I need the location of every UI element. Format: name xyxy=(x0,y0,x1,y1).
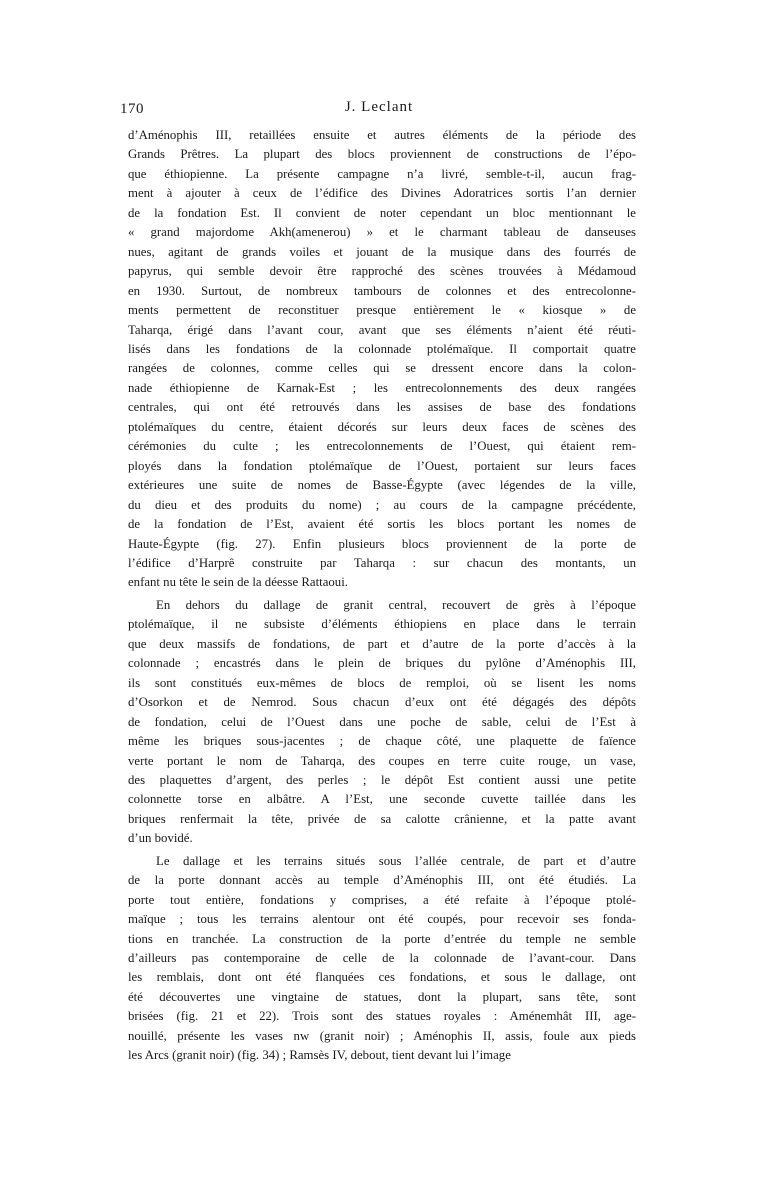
text-line: nouillé, présente les vases nw (granit noir) ; Aménophis II, assis, foule aux pieds xyxy=(128,1028,636,1043)
text-line: « grand majordome Akh(amenerou) » et le charmant tableau de danseuses xyxy=(128,225,636,240)
paragraph xyxy=(128,126,636,593)
text-line: les remblais, dont ont été flanquées ces fondations, et sous le dallage, ont xyxy=(128,970,636,985)
text-line: maïque ; tous les terrains alentour ont été coupés, pour recevoir ses fonda- xyxy=(128,912,636,927)
text-line: En dehors du dallage de granit central, recouvert de grès à l’époque xyxy=(156,597,636,612)
text-line: Grands Prêtres. La plupart des blocs proviennent de constructions de l’épo- xyxy=(128,147,636,162)
text-line: extérieures une suite de nomes de Basse-Égypte (avec légendes de la ville, xyxy=(128,478,636,493)
text-line: que éthiopienne. La présente campagne n’a livré, semble-t-il, aucun frag- xyxy=(128,166,636,181)
paragraph xyxy=(128,596,636,849)
text-line: ments permettent de reconstituer presque entièrement le « kiosque » de xyxy=(128,303,636,318)
text-line: verte portant le nom de Taharqa, des coupes en terre cuite rouge, un vase, xyxy=(128,753,636,768)
text-line: papyrus, qui semble devoir être rapproché des scènes trouvées à Médamoud xyxy=(128,264,636,279)
text-line: colonnette torse en albâtre. A l’Est, une seconde cuvette taillée dans les xyxy=(128,792,636,807)
text-line: briques renfermait la tête, privée de sa calotte crânienne, et la patte avant xyxy=(128,811,636,826)
text-line: centrales, qui ont été retrouvés dans les assises de base des fondations xyxy=(128,400,636,415)
text-line: colonnade ; encastrés dans le plein de briques du pylône d’Aménophis III, xyxy=(128,656,636,671)
text-line: ployés dans la fondation ptolémaïque de l’Ouest, portaient sur leurs faces xyxy=(128,458,636,473)
text-line: cérémonies du culte ; les entrecolonnements de l’Ouest, qui étaient rem- xyxy=(128,439,636,454)
text-line: ptolémaïque, il ne subsiste d’éléments éthiopiens en place dans le terrain xyxy=(128,617,636,632)
text-line: porte tout entière, fondations y comprises, a été refaite à l’époque ptolé- xyxy=(128,892,636,907)
text-line: du dieu et des produits du nome) ; au cours de la campagne précédente, xyxy=(128,497,636,512)
text-line: Haute-Égypte (fig. 27). Enfin plusieurs blocs proviennent de la porte de xyxy=(128,536,636,551)
text-line: de la fondation de l’Est, avaient été sortis les blocs portant les nomes de xyxy=(128,517,636,532)
running-head: J. Leclant xyxy=(344,99,414,115)
text-line: nade éthiopienne de Karnak-Est ; les entrecolonnements des deux rangées xyxy=(128,380,636,395)
text-line: Taharqa, érigé dans l’avant cour, avant que ses éléments n’aient été réuti- xyxy=(128,322,636,337)
text-line: que deux massifs de fondations, de part et d’autre de la porte d’accès à la xyxy=(128,636,636,651)
text-line: brisées (fig. 21 et 22). Trois sont des statues royales : Aménemhât III, age- xyxy=(128,1009,636,1024)
text-line: d’un bovidé. xyxy=(128,831,193,846)
text-line: des plaquettes d’argent, des perles ; le dépôt Est contient aussi une petite xyxy=(128,772,636,787)
text-line: d’Osorkon et de Nemrod. Sous chacun d’eux ont été dégagés des dépôts xyxy=(128,695,636,710)
text-line: d’Aménophis III, retaillées ensuite et autres éléments de la période des xyxy=(128,128,636,142)
text-line: ils sont constitués eux-mêmes de blocs de remploi, où se lisent les noms xyxy=(128,675,636,690)
text-line: les Arcs (granit noir) (fig. 34) ; Ramsès IV, debout, tient devant lui l’image xyxy=(128,1048,511,1063)
text-line: de la fondation Est. Il convient de noter cependant un bloc mentionnant le xyxy=(128,205,636,220)
text-line: de fondation, celui de l’Ouest dans une poche de sable, celui de l’Est à xyxy=(128,714,636,729)
paragraph xyxy=(128,852,636,1066)
text-line: nues, agitant de grands voiles et jouant de la musique dans des fourrés de xyxy=(128,244,636,259)
page-number: 170 xyxy=(120,101,144,117)
text-line: ment à ajouter à ceux de l’édifice des Divines Adoratrices sortis l’an dernier xyxy=(128,186,636,201)
text-line: de la porte donnant accès au temple d’Aménophis III, ont été étudiés. La xyxy=(128,873,636,888)
text-line: l’édifice d’Harprê construite par Taharqa : sur chacun des montants, un xyxy=(128,555,636,570)
text-line: en 1930. Surtout, de nombreux tambours de colonnes et des entrecolonne- xyxy=(128,283,636,298)
text-line: lisés dans les fondations de la colonnade ptolémaïque. Il comportait quatre xyxy=(128,341,636,356)
text-line: Le dallage et les terrains situés sous l’allée centrale, de part et d’autre xyxy=(156,853,636,868)
text-line: tions en tranchée. La construction de la porte d’entrée du temple ne semble xyxy=(128,931,636,946)
text-line: même les briques sous-jacentes ; de chaque côté, une plaquette de faïence xyxy=(128,734,636,749)
body-text xyxy=(128,126,636,1066)
text-line: ptolémaïques du centre, étaient décorés sur leurs deux faces de scènes des xyxy=(128,419,636,434)
text-line: été découvertes une vingtaine de statues, dont la plupart, sans tête, sont xyxy=(128,989,636,1004)
text-line: rangées de colonnes, comme celles qui se dressent encore dans la colon- xyxy=(128,361,636,376)
text-line: enfant nu tête le sein de la déesse Rattaoui. xyxy=(128,575,348,590)
text-line: d’ailleurs pas contemporaine de celle de la colonnade de l’avant-cour. Dans xyxy=(128,951,636,966)
